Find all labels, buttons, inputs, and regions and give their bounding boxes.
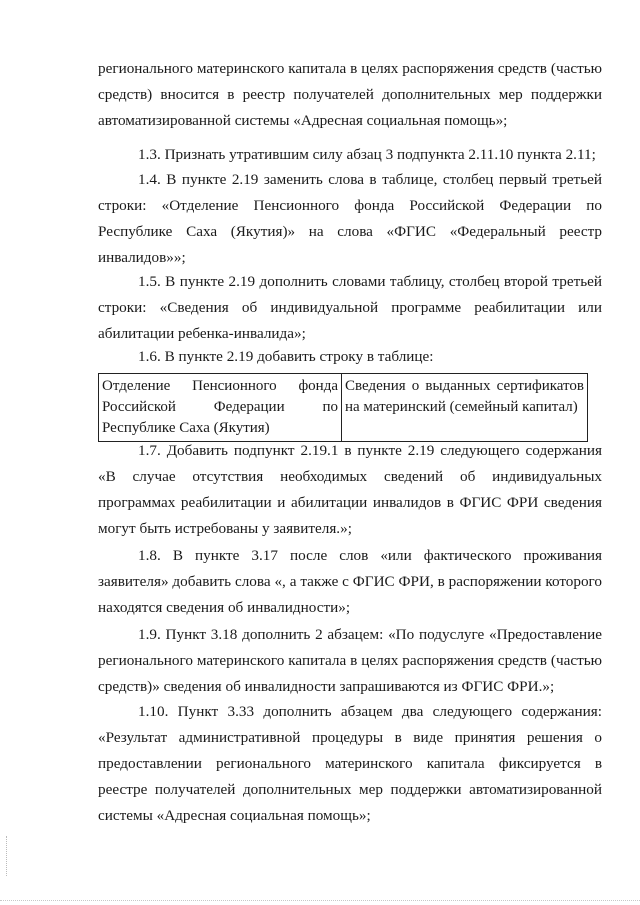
cell-text: Сведения о выданных сертификатов: [345, 378, 584, 394]
paragraph-item-1-5: [0, 269, 640, 347]
paragraph-item-1-8: [0, 543, 640, 621]
paragraph-text: 1.10. Пункт 3.33 дополнить абзацем два следующего содержания: «Результат административной процедуры в виде принятия решения о предоставлении регионального материнского капитала фиксируется в реестре получателей дополнительных мер поддержки автоматизированной системы «Адресная социальная помощь»;: [98, 703, 602, 824]
paragraph-text: 1.6. В пункте 2.19 добавить строку в таблице:: [138, 348, 434, 365]
cell-text: Отделение Пенсионного фонда: [102, 378, 338, 394]
paragraph-item-1-9: [0, 622, 640, 700]
table-cell-left: [99, 374, 342, 442]
cell-text: Республике Саха (Якутия): [102, 420, 270, 436]
table-row: [99, 374, 588, 442]
page-bottom-edge: [0, 900, 640, 901]
inserted-table-row: [98, 373, 588, 442]
cell-text: Российской Федерации по: [102, 399, 338, 415]
table-cell-right: [342, 374, 588, 442]
paragraph-item-1-3: [0, 142, 640, 168]
paragraph-text: 1.8. В пункте 3.17 после слов «или фактического проживания заявителя» добавить слова «, а также с ФГИС ФРИ, в распоряжении которого находятся сведения об инвалидности»;: [98, 547, 602, 616]
cell-text: на материнский (семейный капитал): [345, 399, 578, 415]
paragraph-text: 1.3. Признать утратившим силу абзац 3 подпункта 2.11.10 пункта 2.11;: [138, 146, 596, 163]
paragraph-text: 1.7. Добавить подпункт 2.19.1 в пункте 2.19 следующего содержания «В случае отсутствия необходимых сведений об индивидуальных программах реабилитации и абилитации инвалидов в ФГИС ФРИ сведения могут быть истребованы у заявителя.»;: [98, 442, 602, 537]
paragraph-text: 1.4. В пункте 2.19 заменить слова в таблице, столбец первый третьей строки: «Отделение Пенсионного фонда Российской Федерации по Республике Саха (Якутия)» на слова «ФГИС «Федеральный реестр инвалидов»»;: [98, 171, 602, 266]
paragraph-continuation: [0, 56, 640, 134]
paragraph-text: 1.9. Пункт 3.18 дополнить 2 абзацем: «По подуслуге «Предоставление регионального материнского капитала в целях распоряжения средств (частью средств)» сведения об инвалидности запрашиваются из ФГИС ФРИ.»;: [98, 626, 602, 695]
paragraph-item-1-6: [0, 344, 640, 370]
paragraph-text: регионального материнского капитала в целях распоряжения средств (частью средств) вносится в реестр получателей дополнительных мер поддержки автоматизированной системы «Адресная социальная помощь»;: [98, 60, 602, 129]
scan-artifact: [6, 836, 9, 876]
paragraph-item-1-10: [0, 699, 640, 829]
paragraph-item-1-4: [0, 167, 640, 271]
paragraph-text: 1.5. В пункте 2.19 дополнить словами таблицу, столбец второй третьей строки: «Сведения об индивидуальной программе реабилитации или абилитации ребенка-инвалида»;: [98, 273, 602, 342]
paragraph-item-1-7: [0, 438, 640, 542]
